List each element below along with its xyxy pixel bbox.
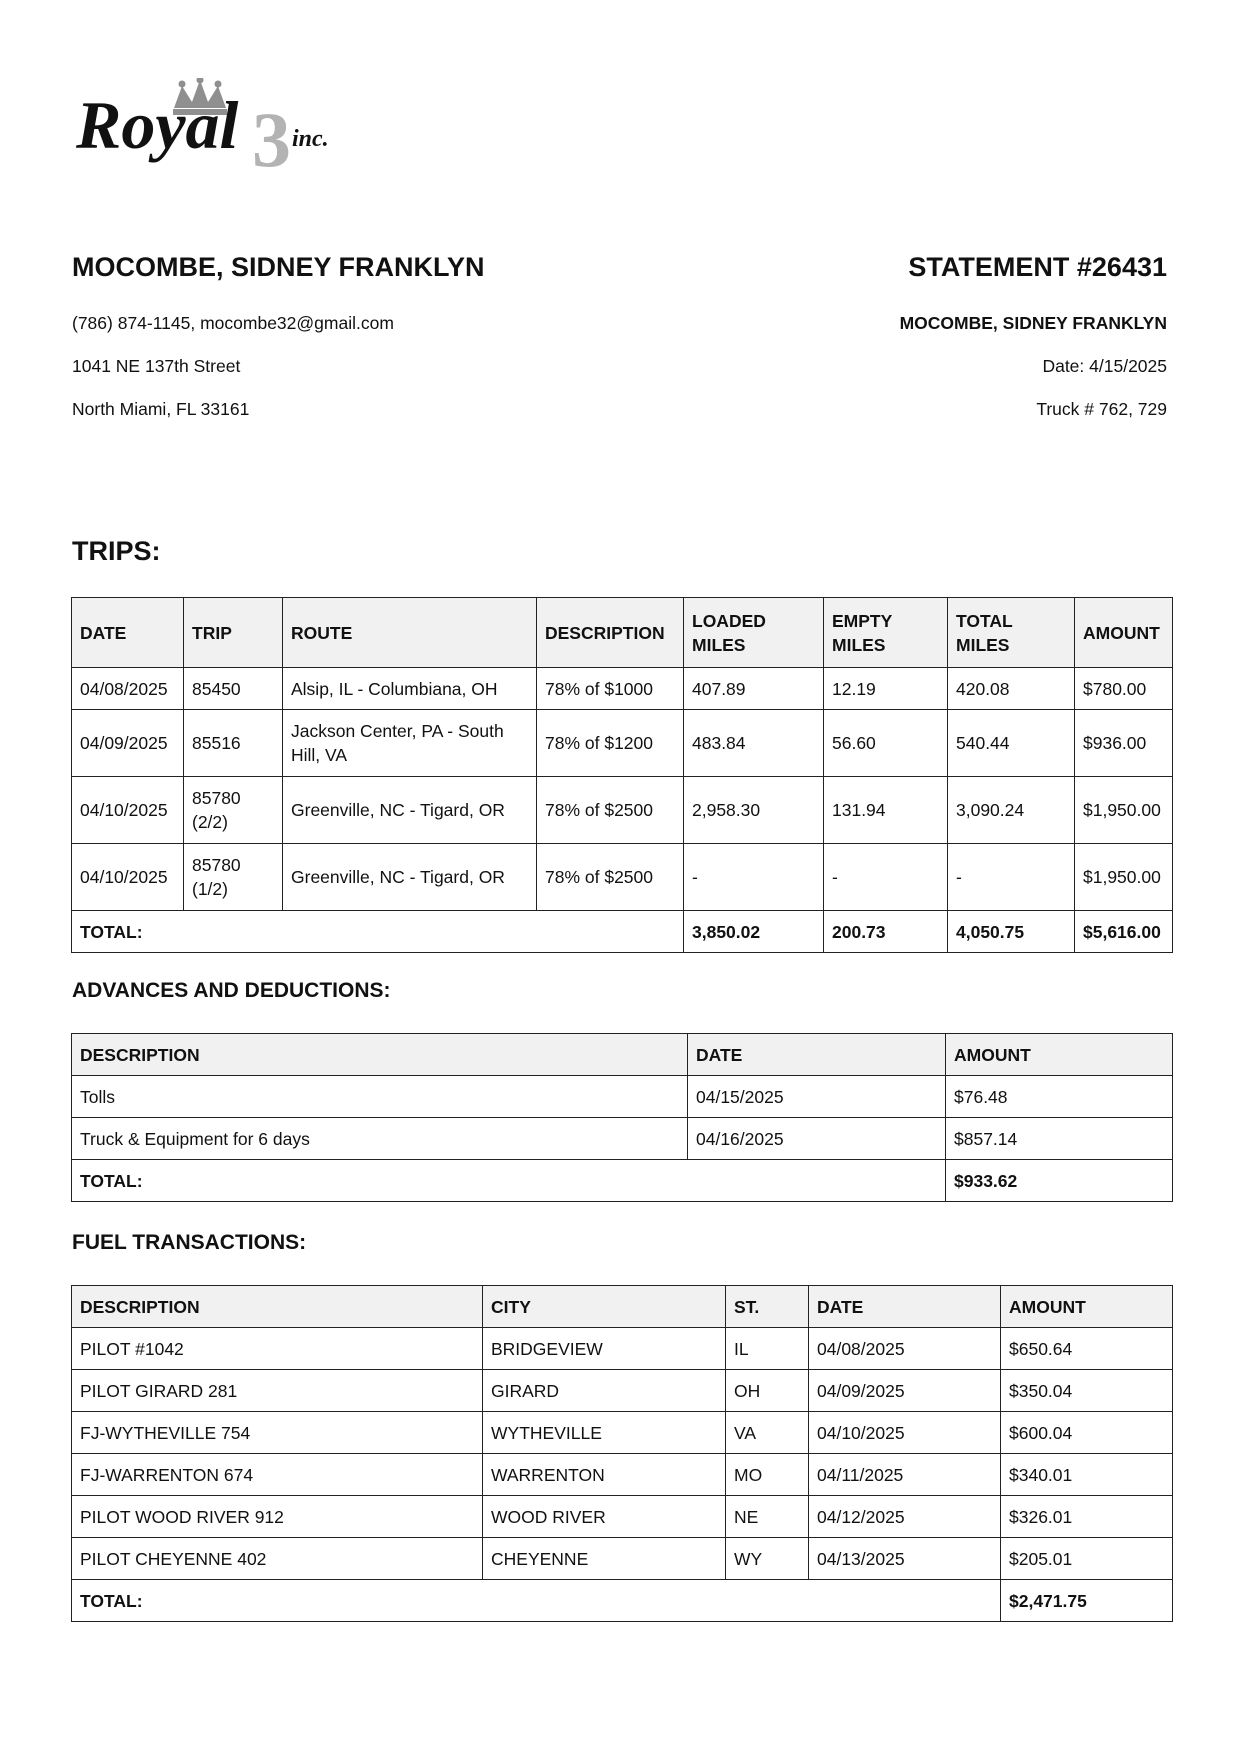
trip-amount: $780.00 (1075, 668, 1173, 710)
table-header-row (72, 1034, 1173, 1076)
driver-city: North Miami, FL 33161 (72, 399, 250, 419)
column-header: DESCRIPTION (72, 1034, 688, 1076)
advance-description: Truck & Equipment for 6 days (72, 1118, 688, 1160)
fuel-state: OH (726, 1370, 809, 1412)
total-row (72, 1160, 1173, 1202)
trip-date: 04/08/2025 (72, 668, 184, 710)
fuel-city: CHEYENNE (483, 1538, 726, 1580)
fuel-state: VA (726, 1412, 809, 1454)
statement-number: STATEMENT #26431 (908, 252, 1167, 282)
fuel-description: FJ-WYTHEVILLE 754 (72, 1412, 483, 1454)
column-header: DATE (809, 1286, 1001, 1328)
trip-empty-miles: 131.94 (824, 777, 948, 844)
trip-loaded-miles: - (684, 844, 824, 911)
total-amount: $2,471.75 (1001, 1580, 1173, 1622)
advances-title: ADVANCES AND DEDUCTIONS: (72, 979, 391, 1002)
fuel-city: BRIDGEVIEW (483, 1328, 726, 1370)
logo-numeral: 3 (252, 96, 291, 183)
trip-route: Greenville, NC - Tigard, OR (283, 844, 537, 911)
fuel-amount: $205.01 (1001, 1538, 1173, 1580)
table-header-row (72, 598, 1173, 668)
fuel-city: WOOD RIVER (483, 1496, 726, 1538)
column-header: TOTAL MILES (948, 598, 1075, 668)
trip-total-miles: 540.44 (948, 710, 1075, 777)
total-empty-miles: 200.73 (824, 911, 948, 953)
column-header: AMOUNT (1075, 598, 1173, 668)
total-row (72, 911, 1173, 953)
trip-number: 85450 (184, 668, 283, 710)
table-row (72, 1370, 1173, 1412)
fuel-date: 04/10/2025 (809, 1412, 1001, 1454)
fuel-description: PILOT GIRARD 281 (72, 1370, 483, 1412)
column-header: AMOUNT (1001, 1286, 1173, 1328)
trip-route: Jackson Center, PA - South Hill, VA (283, 710, 537, 777)
fuel-description: PILOT #1042 (72, 1328, 483, 1370)
trip-empty-miles: - (824, 844, 948, 911)
fuel-date: 04/08/2025 (809, 1328, 1001, 1370)
table-row (72, 1076, 1173, 1118)
fuel-city: WARRENTON (483, 1454, 726, 1496)
trip-route: Alsip, IL - Columbiana, OH (283, 668, 537, 710)
fuel-description: PILOT WOOD RIVER 912 (72, 1496, 483, 1538)
trip-number: 85516 (184, 710, 283, 777)
fuel-date: 04/13/2025 (809, 1538, 1001, 1580)
trip-total-miles: 3,090.24 (948, 777, 1075, 844)
trip-date: 04/09/2025 (72, 710, 184, 777)
total-miles: 4,050.75 (948, 911, 1075, 953)
column-header: DESCRIPTION (72, 1286, 483, 1328)
trip-empty-miles: 56.60 (824, 710, 948, 777)
advance-description: Tolls (72, 1076, 688, 1118)
fuel-state: WY (726, 1538, 809, 1580)
fuel-date: 04/12/2025 (809, 1496, 1001, 1538)
trip-route: Greenville, NC - Tigard, OR (283, 777, 537, 844)
total-amount: $933.62 (946, 1160, 1173, 1202)
fuel-amount: $650.64 (1001, 1328, 1173, 1370)
trip-total-miles: - (948, 844, 1075, 911)
statement-name: MOCOMBE, SIDNEY FRANKLYN (899, 313, 1167, 333)
trip-number: 85780 (1/2) (184, 844, 283, 911)
trip-total-miles: 420.08 (948, 668, 1075, 710)
fuel-date: 04/09/2025 (809, 1370, 1001, 1412)
fuel-city: GIRARD (483, 1370, 726, 1412)
total-loaded-miles: 3,850.02 (684, 911, 824, 953)
table-header-row (72, 1286, 1173, 1328)
fuel-city: WYTHEVILLE (483, 1412, 726, 1454)
trip-description: 78% of $1200 (537, 710, 684, 777)
trip-loaded-miles: 407.89 (684, 668, 824, 710)
trips-table (71, 597, 1173, 953)
advances-table (71, 1033, 1173, 1202)
driver-street: 1041 NE 137th Street (72, 356, 241, 376)
trip-loaded-miles: 483.84 (684, 710, 824, 777)
column-header: DESCRIPTION (537, 598, 684, 668)
driver-info (72, 250, 632, 420)
trip-empty-miles: 12.19 (824, 668, 948, 710)
trip-amount: $1,950.00 (1075, 777, 1173, 844)
driver-contact: (786) 874-1145, mocombe32@gmail.com (72, 313, 394, 333)
fuel-date: 04/11/2025 (809, 1454, 1001, 1496)
truck-numbers: Truck # 762, 729 (1036, 399, 1167, 419)
fuel-state: MO (726, 1454, 809, 1496)
fuel-amount: $326.01 (1001, 1496, 1173, 1538)
column-header: AMOUNT (946, 1034, 1173, 1076)
fuel-state: NE (726, 1496, 809, 1538)
trip-number: 85780 (2/2) (184, 777, 283, 844)
fuel-amount: $350.04 (1001, 1370, 1173, 1412)
logo-suffix: inc. (292, 126, 329, 152)
trip-description: 78% of $2500 (537, 777, 684, 844)
table-row (72, 710, 1173, 777)
advance-date: 04/16/2025 (688, 1118, 946, 1160)
table-row (72, 1496, 1173, 1538)
trip-amount: $936.00 (1075, 710, 1173, 777)
trip-amount: $1,950.00 (1075, 844, 1173, 911)
trip-loaded-miles: 2,958.30 (684, 777, 824, 844)
trips-title: TRIPS: (72, 536, 161, 566)
statement-date: Date: 4/15/2025 (1042, 356, 1167, 376)
table-row (72, 777, 1173, 844)
trip-description: 78% of $2500 (537, 844, 684, 911)
column-header: DATE (688, 1034, 946, 1076)
company-logo (76, 78, 386, 188)
advance-amount: $76.48 (946, 1076, 1173, 1118)
column-header: EMPTY MILES (824, 598, 948, 668)
column-header: CITY (483, 1286, 726, 1328)
statement-info (607, 250, 1167, 420)
column-header: TRIP (184, 598, 283, 668)
total-label: TOTAL: (72, 1160, 946, 1202)
table-row (72, 1538, 1173, 1580)
fuel-title: FUEL TRANSACTIONS: (72, 1231, 307, 1254)
trip-description: 78% of $1000 (537, 668, 684, 710)
driver-name: MOCOMBE, SIDNEY FRANKLYN (72, 252, 485, 282)
table-row (72, 1328, 1173, 1370)
fuel-table (71, 1285, 1173, 1622)
table-row (72, 844, 1173, 911)
trip-date: 04/10/2025 (72, 777, 184, 844)
fuel-description: PILOT CHEYENNE 402 (72, 1538, 483, 1580)
fuel-state: IL (726, 1328, 809, 1370)
total-row (72, 1580, 1173, 1622)
total-label: TOTAL: (72, 911, 684, 953)
trip-date: 04/10/2025 (72, 844, 184, 911)
table-row (72, 1118, 1173, 1160)
column-header: DATE (72, 598, 184, 668)
table-row (72, 668, 1173, 710)
column-header: ST. (726, 1286, 809, 1328)
column-header: ROUTE (283, 598, 537, 668)
column-header: LOADED MILES (684, 598, 824, 668)
logo-wordmark: Royal (76, 87, 239, 163)
fuel-amount: $340.01 (1001, 1454, 1173, 1496)
table-row (72, 1454, 1173, 1496)
advance-amount: $857.14 (946, 1118, 1173, 1160)
total-amount: $5,616.00 (1075, 911, 1173, 953)
fuel-amount: $600.04 (1001, 1412, 1173, 1454)
fuel-description: FJ-WARRENTON 674 (72, 1454, 483, 1496)
advance-date: 04/15/2025 (688, 1076, 946, 1118)
total-label: TOTAL: (72, 1580, 1001, 1622)
table-row (72, 1412, 1173, 1454)
